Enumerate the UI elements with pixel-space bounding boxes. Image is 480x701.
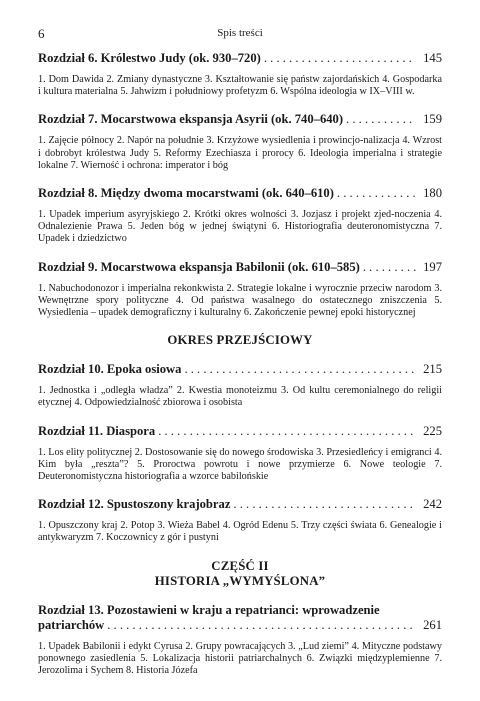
chapter-title: Rozdział 6. Królestwo Judy (ok. 930–720) xyxy=(38,51,261,65)
part-number: CZĘŚĆ II xyxy=(211,558,269,573)
chapter-heading[interactable] xyxy=(38,51,442,66)
leader-dots xyxy=(337,186,416,201)
chapter-entry xyxy=(38,260,442,320)
chapter-heading[interactable] xyxy=(38,603,442,633)
chapter-page: 261 xyxy=(423,617,442,632)
chapter-title: Rozdział 10. Epoka osiowa xyxy=(38,362,182,377)
chapter-title: Rozdział 8. Między dwoma mocarstwami (ok. 640–610) xyxy=(38,186,334,201)
chapter-page: 145 xyxy=(423,51,442,65)
chapter-heading[interactable] xyxy=(38,260,442,275)
chapter-page: 215 xyxy=(423,362,442,377)
leader-dots xyxy=(233,497,416,512)
chapter-heading[interactable] xyxy=(38,424,442,439)
chapter-contents: 1. Upadek Babilonii i edykt Cyrusa 2. Grupy powracających 3. „Lud ziemi” 4. Mityczne podstawy ponownego zasiedlenia 5. Lokalizacja historii patriarchalnych 6. Związki międzyplemienne 7. Jerozolima i Sychem 8. Historia Józefa xyxy=(38,640,442,677)
table-of-contents xyxy=(38,44,442,691)
chapter-title: Rozdział 11. Diaspora xyxy=(38,423,156,438)
chapter-page: 197 xyxy=(423,259,442,274)
chapter-title-line1: Rozdział 13. Pozostawieni w kraju a repatrianci: wprowadzenie xyxy=(38,602,380,617)
chapter-heading[interactable] xyxy=(38,112,442,127)
section-heading: OKRES PRZEJŚCIOWY xyxy=(167,333,313,348)
chapter-page: 159 xyxy=(423,112,442,127)
chapter-page: 180 xyxy=(423,186,442,201)
leader-dots xyxy=(264,51,416,66)
page-number: 6 xyxy=(38,26,45,41)
chapter-title: Rozdział 12. Spustoszony krajobraz xyxy=(38,497,231,512)
part-heading xyxy=(38,559,442,589)
chapter-contents: 1. Nabuchodonozor i imperialna rekonkwista 2. Strategie lokalne i wyrocznie przeciw narodom 3. Wewnętrzne spory polityczne 4. Od państwa wasalnego do ostatecznego zniszczenia 5. Wysiedlenia – upadek demograficzny i kulturalny 6. Zakończenie pewnej epoki historycznej xyxy=(38,282,442,319)
chapter-contents: 1. Zajęcie północy 2. Napór na południe 3. Krzyżowe wysiedlenia i prowincjo-nalizacja 4. Wzrost i dobrobyt królestwa Judy 5. Reformy Ezechiasza i prorocy 6. Ideologia imperialna i strategie lokalne 7. Wierność i ochrona: imperator i bóg xyxy=(38,135,442,171)
chapter-entry xyxy=(38,603,442,678)
running-header: Spis treści xyxy=(217,27,263,39)
leader-dots xyxy=(184,362,416,377)
chapter-entry xyxy=(38,362,442,409)
chapter-contents: 1. Upadek imperium asyryjskiego 2. Krótki okres wolności 3. Jozjasz i projekt zjed-noczenia 4. Odnalezienie Prawa 5. Jeden bóg w jednej świątyni 6. Historiografia deuteronomistyczna 7. Upadek i dziedzictwo xyxy=(38,209,442,245)
chapter-heading[interactable] xyxy=(38,186,442,201)
leader-dots xyxy=(346,112,416,127)
chapter-page: 225 xyxy=(423,423,442,438)
chapter-entry xyxy=(38,424,442,484)
chapter-title: Rozdział 7. Mocarstwowa ekspansja Asyrii (ok. 740–640) xyxy=(38,112,344,127)
chapter-heading[interactable] xyxy=(38,497,442,512)
chapter-entry xyxy=(38,112,442,172)
chapter-title: Rozdział 9. Mocarstwowa ekspansja Babilonii (ok. 610–585) xyxy=(38,259,360,274)
chapter-contents: 1. Opuszczony kraj 2. Potop 3. Wieża Babel 4. Ogród Edenu 5. Trzy części świata 6. Genealogie i antykwaryzm 7. Koczownicy z gór i pustyni xyxy=(38,520,442,544)
part-title: HISTORIA „WYMYŚLONA” xyxy=(154,573,326,588)
chapter-contents: 1. Jednostka i „odległa władza” 2. Kwestia monoteizmu 3. Od kultu ceremonialnego do religii etycznej 4. Odpowiedzialność zbiorowa i osobista xyxy=(38,385,442,409)
leader-dots xyxy=(107,618,416,633)
leader-dots xyxy=(363,260,416,275)
chapter-entry xyxy=(38,186,442,246)
chapter-heading[interactable] xyxy=(38,362,442,377)
leader-dots xyxy=(158,424,416,439)
chapter-contents: 1. Dom Dawida 2. Zmiany dynastyczne 3. Kształtowanie się państw zajordańskich 4. Gospodarka i kultura materialna 5. Jahwizm i południowy profetyzm 6. Wspólna ideologia w IX–VIII w. xyxy=(38,74,442,98)
chapter-page: 242 xyxy=(423,497,442,512)
chapter-entry xyxy=(38,497,442,544)
chapter-contents: 1. Los elity politycznej 2. Dostosowanie się do nowego środowiska 3. Przesiedleńcy i emigranci 4. Kim była „reszta”? 5. Proroctwa powrotu i nowe przymierze 6. Nowe teologie 7. Deuteronomistyczna historiografia a wzorce babilońskie xyxy=(38,446,442,483)
chapter-entry xyxy=(38,51,442,98)
chapter-title-line2: patriarchów xyxy=(38,617,105,632)
